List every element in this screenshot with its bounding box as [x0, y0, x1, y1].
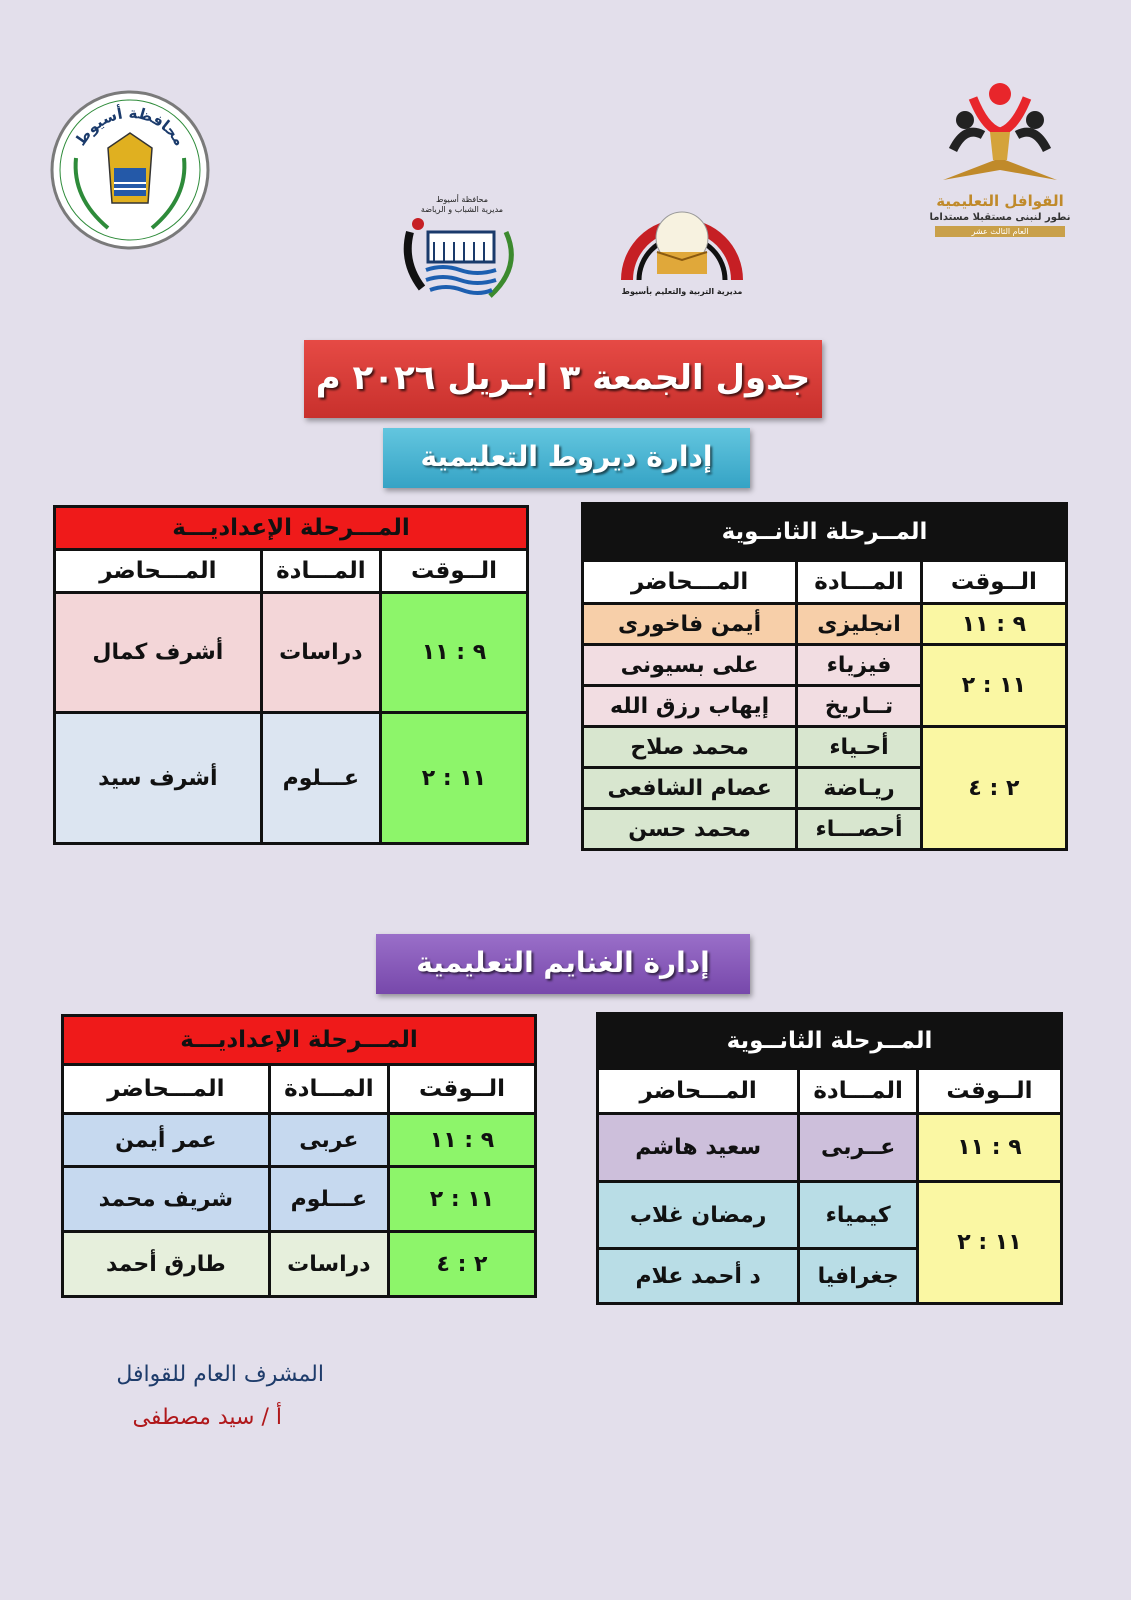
subject-cell: جغرافيا: [800, 1250, 916, 1302]
lecturer-cell: سعيد هاشم: [599, 1115, 797, 1180]
dept1-secondary-stage: المــرحلة الثانــوية: [584, 505, 1065, 559]
subject-cell: عــربى: [800, 1115, 916, 1180]
supervisor-title: المشرف العام للقوافل: [116, 1362, 324, 1387]
dept1-prep-stage: المـــرحلة الإعداديـــة: [56, 508, 526, 548]
youth-emblem-icon: [398, 192, 526, 304]
header-time: الــوقت: [919, 1070, 1060, 1112]
lecturer-cell: طارق أحمد: [64, 1233, 268, 1295]
time-slot: ١١ : ٢: [923, 646, 1065, 725]
header-time: الــوقت: [390, 1066, 534, 1112]
time-slot: ١١ : ٢: [919, 1183, 1060, 1302]
caravans-band: العام الثالث عشر: [935, 226, 1065, 237]
lecturer-cell: أشرف كمال: [56, 594, 260, 711]
subject-cell: دراسات: [271, 1233, 387, 1295]
governorate-logo: [48, 88, 212, 252]
education-emblem-icon: [617, 180, 747, 285]
header-subject: المـــادة: [798, 562, 920, 602]
lecturer-cell: أشرف سيد: [56, 714, 260, 842]
subject-cell: كيمياء: [800, 1183, 916, 1247]
header-lecturer: المـــحاضر: [599, 1070, 797, 1112]
time-slot: ٩ : ١١: [923, 605, 1065, 643]
caravans-logo: [925, 80, 1075, 260]
caravans-slogan: نطور لنبنى مستقبلا مستداما: [929, 212, 1071, 223]
supervisor-name: أ / سيد مصطفى: [132, 1405, 282, 1430]
lecturer-cell: عصام الشافعى: [584, 769, 795, 807]
youth-line1: محافظة أسيوط: [436, 195, 488, 204]
education-directorate-logo: [612, 180, 752, 302]
subject-cell: عربى: [271, 1115, 387, 1165]
subject-cell: دراسات: [263, 594, 379, 711]
dept2-prep-table: [61, 1014, 537, 1298]
lecturer-cell: د أحمد علام: [599, 1250, 797, 1302]
time-slot: ٩ : ١١: [919, 1115, 1060, 1180]
subject-cell: ريـاضة: [798, 769, 920, 807]
header-lecturer: المـــحاضر: [56, 551, 260, 591]
youth-directorate-logo: [398, 192, 526, 304]
lecturer-cell: محمد حسن: [584, 810, 795, 848]
subject-cell: انجليزى: [798, 605, 920, 643]
dept2-secondary-stage: المــرحلة الثانــوية: [599, 1015, 1060, 1067]
dept1-banner: إدارة ديروط التعليمية: [383, 428, 750, 488]
header-lecturer: المـــحاضر: [584, 562, 795, 602]
governorate-text: محافظة أسيوط: [71, 103, 189, 150]
caravans-title: القوافل التعليمية: [936, 192, 1064, 210]
header-subject: المـــادة: [271, 1066, 387, 1112]
header-subject: المـــادة: [800, 1070, 916, 1112]
dept1-secondary-table: [581, 502, 1068, 851]
time-slot: ٢ : ٤: [390, 1233, 534, 1295]
dept2-prep-stage: المـــرحلة الإعداديـــة: [64, 1017, 534, 1063]
header-lecturer: المـــحاضر: [64, 1066, 268, 1112]
lecturer-cell: أيمن فاخورى: [584, 605, 795, 643]
subject-cell: أحصـــاء: [798, 810, 920, 848]
time-slot: ٩ : ١١: [382, 594, 526, 711]
subject-cell: أحـياء: [798, 728, 920, 766]
lecturer-cell: محمد صلاح: [584, 728, 795, 766]
header-time: الــوقت: [382, 551, 526, 591]
schedule-title: جدول الجمعة ٣ ابـريل ٢٠٢٦ م: [304, 340, 822, 418]
dept1-prep-table: [53, 505, 529, 845]
subject-cell: تــاريخ: [798, 687, 920, 725]
time-slot: ١١ : ٢: [390, 1168, 534, 1230]
lecturer-cell: إيهاب رزق الله: [584, 687, 795, 725]
education-caption: مديرية التربية والتعليم بأسيوط: [621, 287, 743, 296]
lecturer-cell: رمضان غلاب: [599, 1183, 797, 1247]
lecturer-cell: شريف محمد: [64, 1168, 268, 1230]
time-slot: ١١ : ٢: [382, 714, 526, 842]
subject-cell: عـــلوم: [271, 1168, 387, 1230]
subject-cell: عـــلوم: [263, 714, 379, 842]
subject-cell: فيزياء: [798, 646, 920, 684]
lecturer-cell: على بسيونى: [584, 646, 795, 684]
dept2-banner: إدارة الغنايم التعليمية: [376, 934, 750, 994]
youth-line2: مديرية الشباب و الرياضة: [420, 205, 504, 214]
caravans-emblem-icon: [935, 80, 1065, 190]
time-slot: ٩ : ١١: [390, 1115, 534, 1165]
header-time: الــوقت: [923, 562, 1065, 602]
header-subject: المـــادة: [263, 551, 379, 591]
lecturer-cell: عمر أيمن: [64, 1115, 268, 1165]
time-slot: ٢ : ٤: [923, 728, 1065, 848]
dept2-secondary-table: [596, 1012, 1063, 1305]
